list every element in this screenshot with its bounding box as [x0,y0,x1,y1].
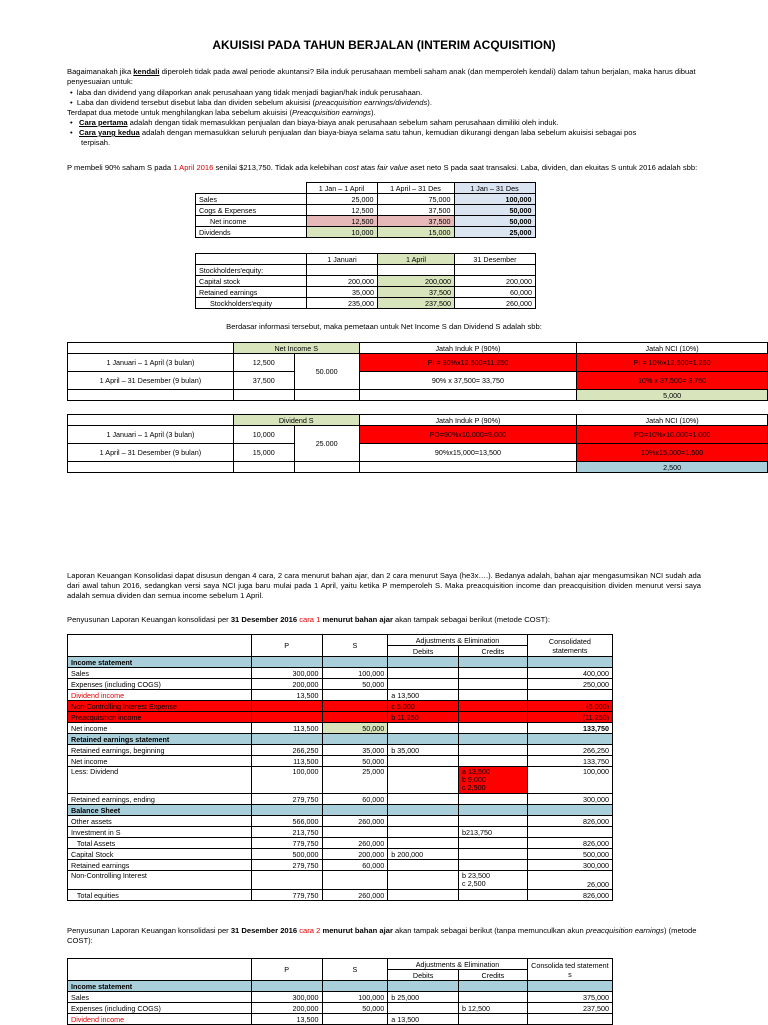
row-label: Dividend income [68,1014,252,1025]
methods-intro: Terdapat dua metode untuk menghilangkan laba sebelum akuisisi (Preacquisition earnings). [67,108,376,117]
credit-entry: c 2,500 [462,783,486,792]
equity-table: 1 Januari 1 April 31 Desember Stockholders'equity: Capital stock 200,000 200,000 200,000 Retained earnings 35,000 37,500 60,000 Stockholders'equity 235,000 237,500 260,000 [195,253,536,309]
section-header: Balance Sheet [68,805,252,816]
credit-entry: b 23,500 [462,871,490,880]
worksheet-row: Capital Stock 500,000 200,000 b 200,000 500,000 [68,849,613,860]
intro-bullet-1: • laba dan dividend yang dilaporkan anak perusahaan yang tidak menjadi bagian/hak induk perusahaan. [70,88,423,97]
net-income-mapping-table: Net Income S Jatah Induk P (90%) Jatah NCI (10%) 1 Januari – 1 April (3 bulan) 12,500 50.000 PI = 90%x12,500=11,250 PI = 10%x12,500=1,250 1 April – 31 Desember (9 bulan) 37,500 90% x 37,500= 33,750 10% x 37,500= 3,750 5,000 [67,342,768,401]
row-label: Total equities [68,890,252,901]
row-label: Investment in S [68,827,252,838]
worksheet-row: Retained earnings, beginning 266,250 35,000 b 35,000 266,250 [68,745,613,756]
worksheet-row: Total equities 779,750 260,000 826,000 [68,890,613,901]
row-label: Expenses (including COGS) [68,1003,252,1014]
worksheet-row: Retained earnings 279,750 60,000 300,000 [68,860,613,871]
row-label: Less: Dividend [68,767,252,794]
intro-bullet-2: • Laba dan dividend tersebut disebut laba dan dividen sebelum akuisisi (preacquisition earnings/dividends). [70,98,432,107]
worksheet-row: Other assets 566,000 260,000 826,000 [68,816,613,827]
worksheet-row: Sales 300,000 100,000 b 25,000 375,000 [68,992,613,1003]
purchase-paragraph: P membeli 90% saham S pada 1 April 2016 senilai $213,750. Tidak ada kelebihan cost atas fair value aset neto S pada saat transaksi. Laba, dividen, dan ekuitas S untuk 2016 adalah sbb: [67,163,698,172]
worksheet-row: Dividend income 13,500 a 13,500 [68,1014,613,1025]
row-label: Sales [68,668,252,679]
worksheet-row: Non-Controlling Interest Expense c 5,000 (5,000) [68,701,613,712]
worksheet-row: Expenses (including COGS) 200,000 50,000 b 12,500 237,500 [68,1003,613,1014]
row-label: Other assets [68,816,252,827]
row-label: Net income [68,723,252,734]
section-header: Retained earnings statement [68,734,252,745]
method-1: • Cara pertama adalah dengan tidak memasukkan penjualan dan biaya-biaya anak perusahaan sebelum saham perusahaan dimiliki oleh induk. [70,118,559,127]
methods-paragraph: Laporan Keuangan Konsolidasi dapat disusun dengan 4 cara, 2 cara menurut bahan ajar, dan 2 cara menurut Saya (he3x….). Bedanya adalah, bahan ajar mengasumsikan NCI sudah ada dari awal tahun 2016, sedangkan versi saya NCI juga baru mulai pada 1 April, yaitu ketika P memperoleh S. Maka preacquisition income dan preacquisition dividen menurut versi saya adalah semua dividen dan semua income sebelum 1 April. [67,571,701,600]
worksheet-row: Investment in S 213,750 b213,750 [68,827,613,838]
row-label: Non-Controlling Interest Expense [68,701,252,712]
credit-entry: b 9,000 [462,775,486,784]
worksheet-row [68,805,613,816]
row-label: Sales [68,992,252,1003]
worksheet-row: Dividend income 13,500 a 13,500 [68,690,613,701]
worksheet-row: Less: Dividend 100,000 25,000 a 13,500 b 9,000 c 2,500 100,000 [68,767,613,794]
row-label: Total Assets [68,838,252,849]
worksheet-row: Preacquisition income b 11,250 (11,250) [68,712,613,723]
dividend-mapping-table: Dividend S Jatah Induk P (90%) Jatah NCI (10%) 1 Januari – 1 April (3 bulan) 10,000 25.000 PD=90%x10,000=9,000 PD=10%x10,000=1,000 1 April – 31 Desember (9 bulan) 15,000 90%x15,000=13,500 10%x15,000=1,500 2,500 [67,414,768,473]
worksheet-row [68,734,613,745]
worksheet-row [68,981,613,992]
page-title: AKUISISI PADA TAHUN BERJALAN (INTERIM ACQUISITION) [212,38,556,52]
mapping-caption: Berdasar informasi tersebut, maka pemetaan untuk Net Income S dan Dividend S adalah sbb: [226,322,542,331]
worksheet-row: Non-Controlling Interest b 23,500 c 2,500 26,000 [68,871,613,890]
intro-paragraph: Bagaimanakah jika kendali diperoleh tidak pada awal periode akuntansi? Bila induk perusahaan membeli saham anak (dan memperoleh kendali) dalam tahun berjalan, maka harus dibuat penyesuaian untuk: [67,67,696,86]
row-label: Retained earnings, beginning [68,745,252,756]
consolidation-worksheet-2: P S Adjustments & Elimination Consolida ted statement s Debits Credits Income statement Sales 300,000 100,000 b 25,000 375,000 Expenses (including COGS) 200,000 50,000 b 12,500 237,500 Dividend income 13,500 a 13,500 [67,958,613,1025]
row-label: Retained earnings [68,860,252,871]
row-label: Net income [68,756,252,767]
row-label: Non-Controlling Interest [68,871,252,890]
method-2: • Cara yang kedua adalah dengan memasukkan seluruh penjualan dan biaya-biaya selama satu tahun, kemudian dikurangi dengan laba sebelum akuisisi sebagai pos [70,128,637,137]
row-label: Retained earnings, ending [68,794,252,805]
row-label: Dividend income [68,690,252,701]
worksheet-row: Net income 113,500 50,000 133,750 [68,723,613,734]
worksheet-row: Retained earnings, ending 279,750 60,000 300,000 [68,794,613,805]
section-header: Income statement [68,981,252,992]
worksheet-row: Sales 300,000 100,000 400,000 [68,668,613,679]
worksheet-row: Net income 113,500 50,000 133,750 [68,756,613,767]
credit-entry: a 13,500 [462,767,490,776]
worksheet-row [68,657,613,668]
row-label: Expenses (including COGS) [68,679,252,690]
consolidation-worksheet-1: P S Adjustments & Elimination Consolidated statements Debits Credits Income statement Sales 300,000 100,000 400,000 Expenses (including COGS) 200,000 50,000 250,000 Dividend income 13,500 a 13,500 Non-Controlling Interest Expense c 5,000 (5,000) Preacquisition income b 11,250 (11,250) Net income 113,500 50,000 133,750 Retained earnings statement Retained earnings, beginning 266,250 35,000 b 35,000 266,250 Net income 113,500 50,000 133,750 Less: Dividend 100,000 25,000 a 13,500 b 9,000 c 2,500 100,000 Retained earnings, ending 279,750 60,000 300,000 Balance Sheet Other assets 566,000 260,000 826,000 Investment in S 213,750 b213,750 Total Assets 779,750 260,000 826,000 Capital Stock 500,000 200,000 b 200,000 500,000 Retained earnings 279,750 60,000 300,000 Non-Controlling Interest b 23,500 c 2,500 26,000 Total equities 779,750 260,000 826,000 [67,634,613,901]
method-1-caption: Penyusunan Laporan Keuangan konsolidasi per 31 Desember 2016 cara 1 menurut bahan ajar akan tampak sebagai berikut (metode COST): [67,615,550,624]
worksheet-row: Total Assets 779,750 260,000 826,000 [68,838,613,849]
row-label: Capital Stock [68,849,252,860]
row-label: Preacquisition income [68,712,252,723]
section-header: Income statement [68,657,252,668]
income-split-table: 1 Jan – 1 April 1 April – 31 Des 1 Jan – 31 Des Sales 25,000 75,000 100,000 Cogs & Expenses 12,500 37,500 50,000 Net income 12,500 37,500 50,000 Dividends 10,000 15,000 25,000 [195,182,536,238]
credit-entry: c 2,500 [462,879,486,888]
method-2-caption: Penyusunan Laporan Keuangan konsolidasi per 31 Desember 2016 cara 2 menurut bahan ajar akan tampak sebagai berikut (tanpa memunculkan akun preacquisition earnings) (metode COST): [67,926,697,945]
worksheet-row: Expenses (including COGS) 200,000 50,000 250,000 [68,679,613,690]
method-2-cont: terpisah. [81,138,111,147]
